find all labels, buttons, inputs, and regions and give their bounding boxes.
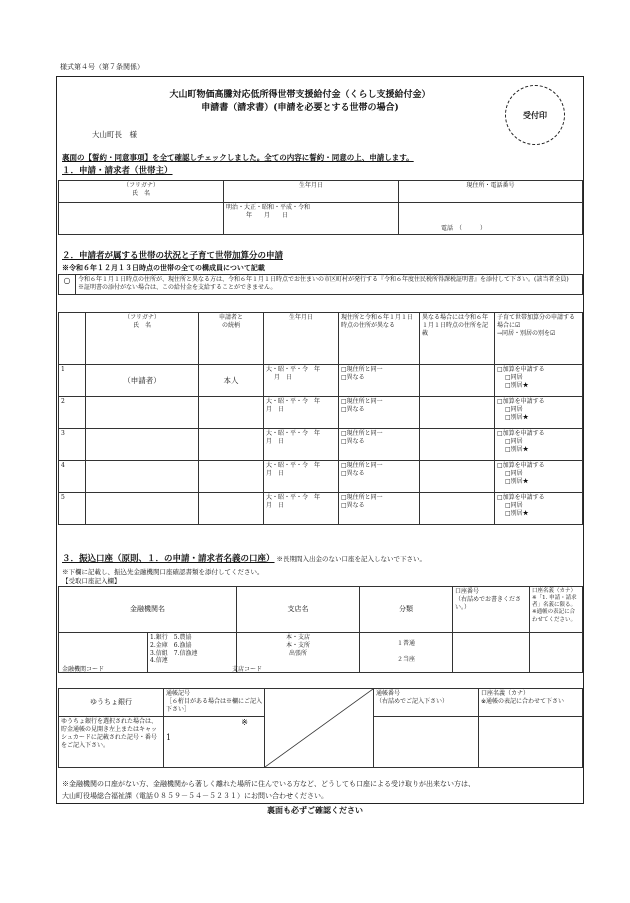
tax-note-table [58, 274, 583, 295]
footer-note-1: ※金融機関の口座がない方、金融機関から著しく離れた場所に住んでいる方など、どうしても口座による受け取りが出来ない方は、 [62, 780, 475, 788]
relation-value[interactable]: 本人 [199, 365, 264, 397]
section3-note: ※下欄に記載し、振込先金融機関口座確認書類を添付してください。 [62, 568, 264, 576]
child-addition-header: 子育て世帯加算分の申請する場合に☑ →同居・別居の別を☑ [495, 313, 583, 365]
branch-type-options[interactable]: 本・支店 本・支所 出張所 [237, 633, 360, 673]
account-number-header: 口座番号 （右詰めでお書きください。） [453, 587, 530, 633]
reception-stamp: 受付印 [505, 85, 565, 145]
dob-header: 生年月日 [224, 181, 399, 203]
household-row: 5 大・昭・平・令 年 月 日 □現住所と同一 □異なる □加算を申請する □同居 □別居★ [59, 493, 583, 525]
pledge-statement: 裏面の【誓約・同意事項】を全て確認しチェックしました。全ての内容に誓約・同意の上、申請します。 [62, 153, 414, 162]
section2-title: ２．申請者が属する世帯の状況と子育て世帯加算分の申請 [62, 251, 284, 261]
form-subtitle: 申請書（請求書）(申請を必要とする世帯の場合) [201, 103, 399, 113]
applicant-name-field[interactable] [59, 203, 224, 235]
section1-title: １．申請・請求者（世帯主） [62, 166, 173, 176]
branch-header: 支店名 [237, 587, 360, 633]
diagonal-line [265, 689, 373, 767]
household-table [58, 312, 583, 525]
household-row: 1 （申請者） 本人 大・昭・平・令 年 月 日 □現住所と同一 □異なる □加算を申請する □同居 □別居★ [59, 365, 583, 397]
household-dob-header: 生年月日 [264, 313, 339, 365]
old-address-header: 異なる場合には令和６年１月１日時点の住所を記載 [420, 313, 495, 365]
account-holder-header: 口座名義（カナ） ※「1. 申請・請求者」名義に限る。 ※通帳の表記に合わせてください。 [530, 587, 583, 633]
footer-note-2: 大山町役場総合福祉課（電話０８５９－５４－５２３１）にお問い合わせください。 [62, 792, 328, 800]
yucho-symbol-field[interactable]: ※ 1 [164, 717, 265, 768]
account-type-options[interactable]: １普通 ２当座 [360, 633, 453, 673]
yucho-instructions: ゆうちょ銀行を選択された場合は、貯金通帳の見開き左上またはキャッシュカードに記載された記号・番号をご記入下さい。 [59, 717, 164, 768]
applicant-label[interactable]: （申請者） [86, 365, 199, 397]
addressee: 大山町長 様 [92, 130, 137, 139]
yucho-label: ゆうちょ銀行 [59, 689, 164, 717]
yucho-symbol-header: 通帳記号 ［６桁目がある場合は※欄にご記入下さい］ [164, 689, 265, 717]
yucho-divider [265, 689, 374, 768]
account-label: 【受取口座記入欄】 [62, 577, 121, 585]
household-name-header: （フリガナ） 氏 名 [86, 313, 199, 365]
section2-subtitle: ※令和６年１２月１３日時点の世帯の全ての構成員について記載 [62, 263, 265, 272]
account-type-header: 分類 [360, 587, 453, 633]
account-holder-field[interactable] [530, 633, 583, 673]
note-checkbox[interactable]: ○ [59, 275, 76, 295]
account-number-field[interactable] [453, 633, 530, 673]
bank-name-header: 金融機関名 [59, 587, 237, 633]
household-row: 3 大・昭・平・令 年 月 日 □現住所と同一 □異なる □加算を申請する □同居 □別居★ [59, 429, 583, 461]
form-number: 様式第４号（第７条関係） [60, 63, 144, 71]
branch-code-label: 支店コード [232, 666, 263, 673]
bank-code-label: 金融機関コード [62, 666, 105, 673]
relation-header: 申請者と の続柄 [199, 313, 264, 365]
footer-reminder: 裏面も必ずご確認ください [267, 805, 363, 815]
household-row: 4 大・昭・平・令 年 月 日 □現住所と同一 □異なる □加算を申請する □同居 □別居★ [59, 461, 583, 493]
form-title: 大山町物価高騰対応低所得世帯支援給付金（くらし支援給付金） [169, 90, 431, 100]
applicant-table [58, 180, 583, 235]
yucho-number-header: 通帳番号 （右詰めでご記入下さい） [374, 689, 479, 717]
address-diff-header: 現住所と令和６年１月１日時点の住所が異なる [339, 313, 420, 365]
yucho-holder-field[interactable] [479, 717, 583, 768]
section3-header: ３．振込口座（原則、１．の申請・請求者名義の口座） ※長期間入出金のない口座を記入しないで下さい。 [62, 554, 426, 564]
address-header: 現住所・電話番号 [399, 181, 583, 203]
yucho-number-field[interactable] [374, 717, 479, 768]
tax-certificate-note: 令和６年１月１日時点の住所が、現住所と異なる方は、令和６年１月１日時点でお住まいの市区町村が発行する『令和６年度住民税所得課税証明書』を添付して下さい。(該当者全員) ※証明書の添付がない場合は、この給付金を支給することができません。 [76, 275, 583, 295]
yucho-table [58, 688, 583, 768]
bank-account-table [58, 586, 583, 673]
bank-type-options[interactable]: 1.銀行 5.農協 2.金庫 6.漁協 3.信組 7.信漁連 4.信連 [148, 633, 237, 673]
applicant-dob-field[interactable]: 明治・大正・昭和・平成・令和 年 月 日 [224, 203, 399, 235]
yucho-holder-header: 口座名義（カナ） ※通帳の表記に合わせて下さい [479, 689, 583, 717]
applicant-address-field[interactable]: 電話 （ ） [399, 203, 583, 235]
name-header: （フリガナ） 氏 名 [59, 181, 224, 203]
household-row: 2 大・昭・平・令 年 月 日 □現住所と同一 □異なる □加算を申請する □同居 □別居★ [59, 397, 583, 429]
